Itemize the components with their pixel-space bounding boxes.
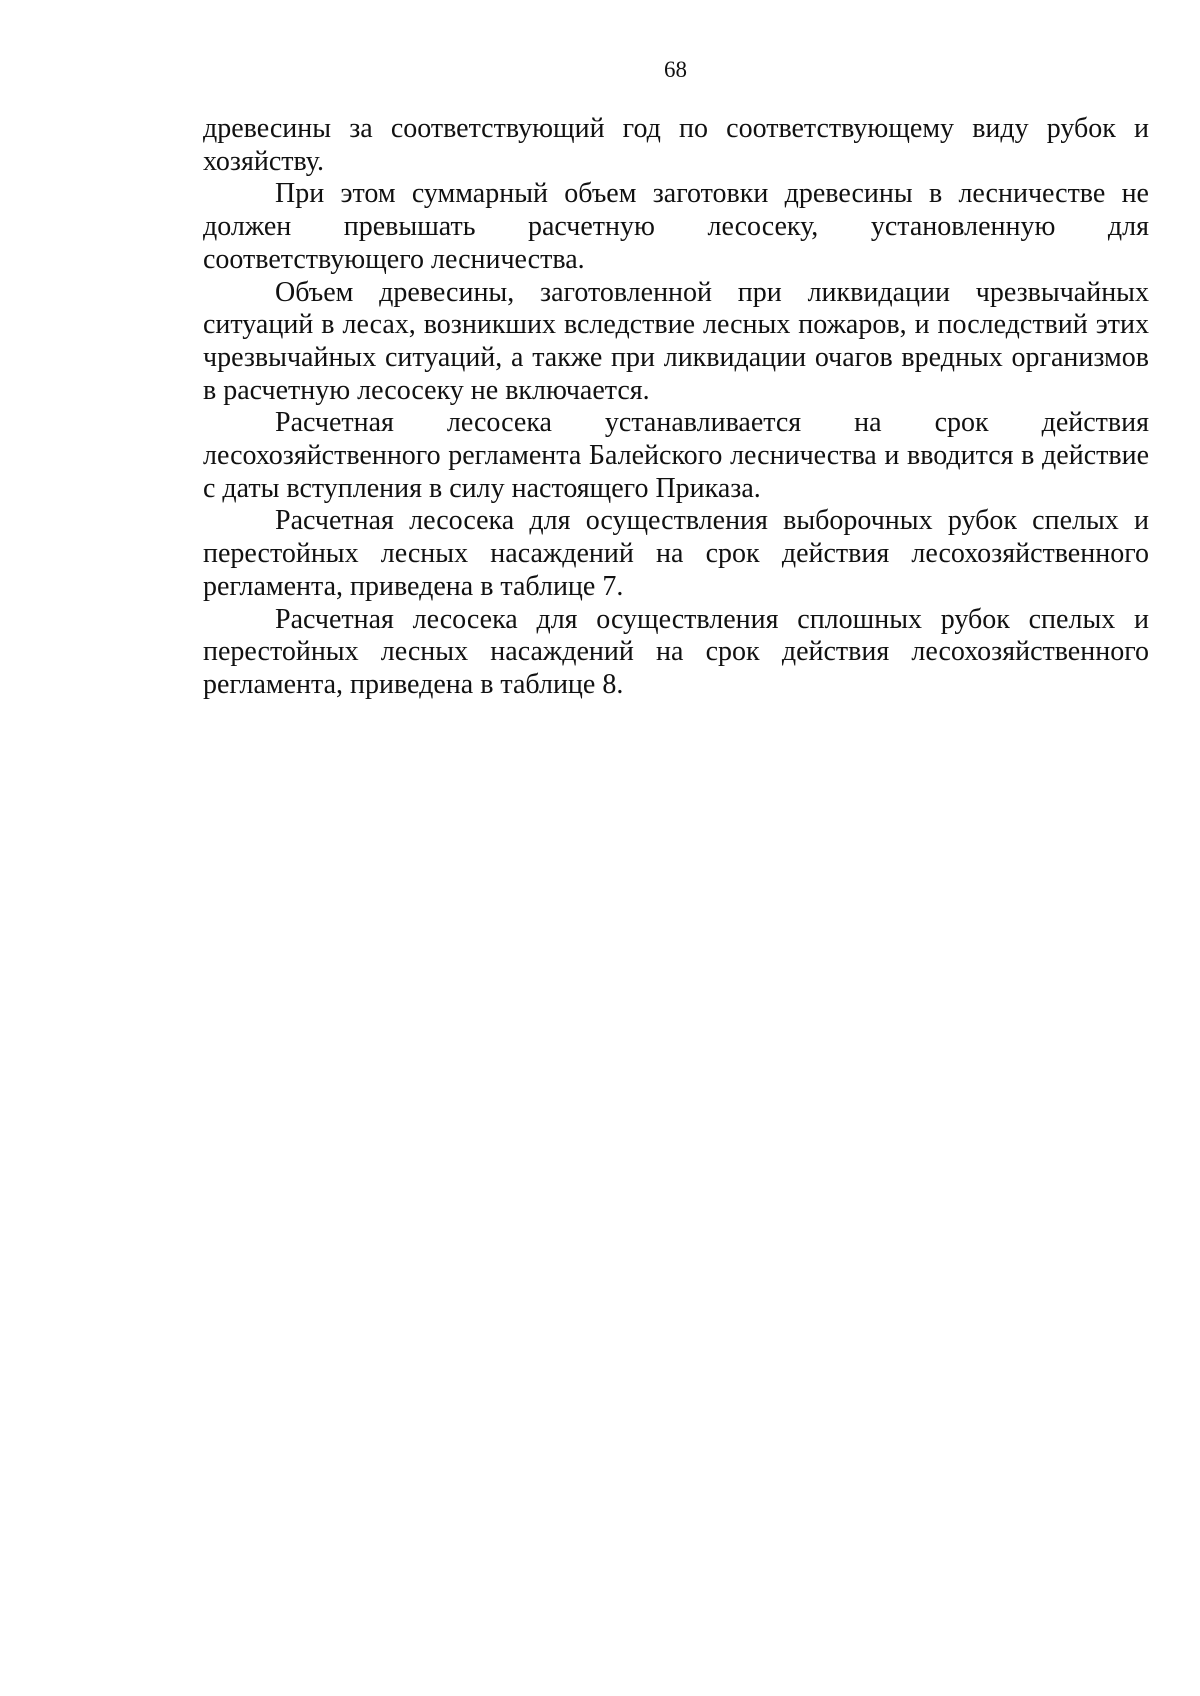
paragraph-emergency-volume: Объем древесины, заготовленной при ликвидации чрезвычайных ситуаций в лесах, возникших вследствие лесных пожаров, и последствий этих чрезвычайных ситуаций, а также при ликвидации очагов вредных организмов в расчетную лесосеку не включается.	[203, 276, 1149, 406]
paragraph-continuation: древесины за соответствующий год по соответствующему виду рубок и хозяйству.	[203, 113, 1149, 177]
paragraph-term: Расчетная лесосека устанавливается на срок действия лесохозяйственного регламента Балейского лесничества и вводится в действие с даты вступления в силу настоящего Приказа.	[203, 407, 1149, 504]
paragraph-selective-cutting: Расчетная лесосека для осуществления выборочных рубок спелых и перестойных лесных насаждений на срок действия лесохозяйственного регламента, приведена в таблице 7.	[203, 505, 1149, 602]
paragraph-clear-cutting: Расчетная лесосека для осуществления сплошных рубок спелых и перестойных лесных насаждений на срок действия лесохозяйственного регламента, приведена в таблице 8.	[203, 603, 1149, 700]
paragraph-total-volume: При этом суммарный объем заготовки древесины в лесничестве не должен превышать расчетную лесосеку, установленную для соответствующего лесничества.	[203, 178, 1149, 275]
document-body	[203, 113, 1149, 702]
page-number: 68	[664, 57, 687, 82]
